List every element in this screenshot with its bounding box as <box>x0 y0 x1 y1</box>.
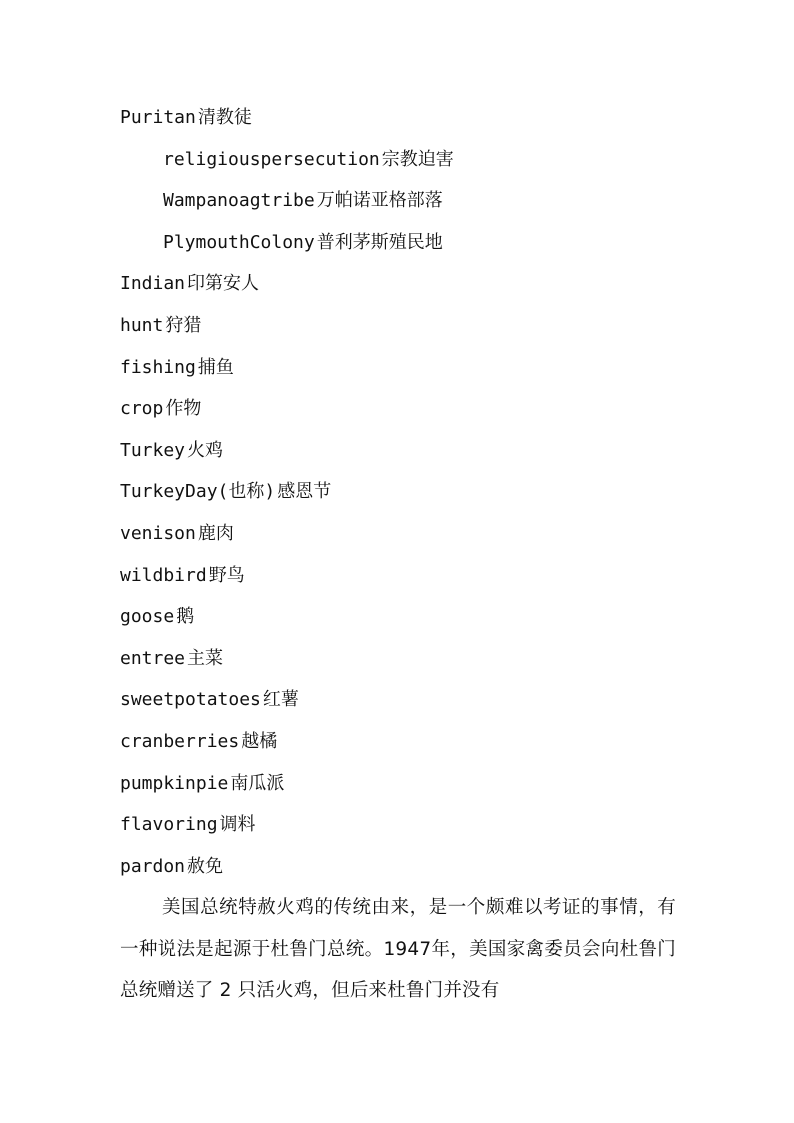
vocab-item <box>120 513 680 555</box>
vocab-chinese: 万帕诺亚格部落 <box>316 190 443 212</box>
vocab-item <box>120 263 680 305</box>
vocab-chinese: 赦免 <box>187 855 224 877</box>
vocabulary-list <box>120 97 680 887</box>
vocab-item <box>120 721 680 763</box>
vocab-item <box>120 763 680 805</box>
vocab-chinese: 感恩节 <box>277 481 332 503</box>
vocab-item <box>120 804 680 846</box>
vocab-english: Puritan <box>120 107 196 128</box>
vocab-item <box>120 222 680 264</box>
vocab-item <box>120 180 680 222</box>
vocab-item <box>120 347 680 389</box>
body-paragraph: 美国总统特赦火鸡的传统由来，是一个颇难以考证的事情，有一种说法是起源于杜鲁门总统。1947年，美国家禽委员会向杜鲁门总统赠送了 2 只活火鸡，但后来杜鲁门并没有 <box>120 897 676 1002</box>
vocab-chinese: 普利茅斯殖民地 <box>316 231 443 253</box>
vocab-item <box>120 139 680 181</box>
vocab-english: flavoring <box>120 814 218 836</box>
vocab-chinese: 捕鱼 <box>197 356 234 378</box>
vocab-english: Wampanoagtribe <box>163 190 315 212</box>
vocab-item <box>120 846 680 888</box>
vocab-english: pumpkinpie <box>120 772 229 794</box>
vocab-chinese: 红薯 <box>262 689 299 711</box>
vocab-chinese: 主菜 <box>187 647 224 669</box>
vocab-english: goose <box>120 606 175 628</box>
vocab-chinese: 调料 <box>219 814 256 836</box>
vocab-english: Indian <box>120 273 186 295</box>
vocab-english: crop <box>120 398 164 420</box>
vocab-english: PlymouthColony <box>163 231 315 253</box>
vocab-english: cranberries <box>120 730 240 752</box>
vocab-english: TurkeyDay(也称) <box>120 481 276 503</box>
vocab-chinese: 清教徒 <box>197 107 252 128</box>
vocab-chinese: 鹿肉 <box>197 522 234 544</box>
vocab-chinese: 越橘 <box>241 730 278 752</box>
vocab-english: venison <box>120 522 196 544</box>
vocab-chinese: 野鸟 <box>208 564 245 586</box>
vocab-english: fishing <box>120 356 196 378</box>
vocab-chinese: 火鸡 <box>187 439 224 461</box>
vocab-english: wildbird <box>120 564 207 586</box>
vocab-english: hunt <box>120 314 164 336</box>
vocab-english: sweetpotatoes <box>120 689 261 711</box>
vocab-item <box>120 638 680 680</box>
vocab-item <box>120 97 680 139</box>
vocab-chinese: 南瓜派 <box>230 772 285 794</box>
vocab-item <box>120 430 680 472</box>
vocab-chinese: 宗教迫害 <box>381 148 454 170</box>
vocab-chinese: 狩猎 <box>165 314 202 336</box>
vocab-english: Turkey <box>120 439 186 461</box>
vocab-chinese: 印第安人 <box>187 273 260 295</box>
vocab-item <box>120 596 680 638</box>
vocab-chinese: 作物 <box>165 398 202 420</box>
vocab-item <box>120 471 680 513</box>
vocab-english: pardon <box>120 855 186 877</box>
vocab-english: entree <box>120 647 186 669</box>
vocab-english: religiouspersecution <box>163 148 380 170</box>
vocab-item <box>120 305 680 347</box>
vocab-item <box>120 388 680 430</box>
vocab-item <box>120 555 680 597</box>
vocab-item <box>120 679 680 721</box>
vocab-chinese: 鹅 <box>176 606 195 628</box>
